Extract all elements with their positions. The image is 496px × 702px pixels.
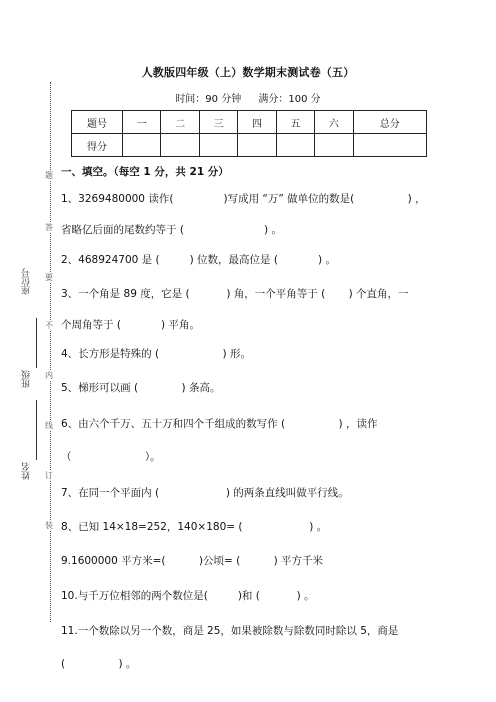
score-table-cell: 五 xyxy=(276,111,314,134)
score-table-cell: 二 xyxy=(161,111,199,134)
binding-char: 订 xyxy=(45,471,53,480)
question-line: （ ）。 xyxy=(61,451,161,463)
score-table-cell: 总分 xyxy=(353,111,426,134)
question-line: 7、在同一个平面内 ( ) 的两条直线叫做平行线。 xyxy=(61,487,349,499)
binding-char: 要 xyxy=(45,273,53,282)
binding-char: 内 xyxy=(45,371,53,380)
score-table xyxy=(71,110,427,157)
binding-char: 线 xyxy=(45,421,53,430)
score-input-cell[interactable] xyxy=(315,134,353,157)
question-line: 个周角等于 ( ) 平角。 xyxy=(61,319,200,331)
question-line: ( ) 。 xyxy=(61,658,137,670)
score-input-cell[interactable] xyxy=(199,134,237,157)
score-table-cell: 一 xyxy=(123,111,161,134)
section-heading: 一、填空。（每空 1 分，共 21 分） xyxy=(61,166,229,178)
exam-full-score: 满分：100 分 xyxy=(258,94,321,105)
question-line: 1、3269480000 读作( )写成用 “万” 做单位的数是( ) ， xyxy=(61,193,426,205)
question-line: 8、已知 14×18=252，140×180= ( ) 。 xyxy=(61,521,328,533)
score-table-cell: 题号 xyxy=(72,111,123,134)
binding-char: 答 xyxy=(45,223,53,232)
question-line: 4、长方形是特殊的 ( ) 形。 xyxy=(61,348,251,360)
question-line: 3、一个角是 89 度，它是 ( ) 角，一个平角等于 ( ) 个直角，一 xyxy=(61,288,409,300)
score-table-cell: 六 xyxy=(315,111,353,134)
question-line: 9.1600000 平方米=( )公顷= ( ) 平方千米 xyxy=(61,555,324,567)
question-line: 5、梯形可以画 ( ) 条高。 xyxy=(61,382,221,394)
class-label: 班级 xyxy=(22,370,32,388)
score-input-cell[interactable] xyxy=(123,134,161,157)
binding-line xyxy=(50,82,51,622)
question-line: 10.与千万位相邻的两个数位是( )和 ( ) 。 xyxy=(61,590,315,602)
binding-char: 不 xyxy=(45,321,53,330)
score-input-cell[interactable] xyxy=(276,134,314,157)
question-line: 11.一个数除以另一个数，商是 25，如果被除数与除数同时除以 5，商是 xyxy=(61,625,399,637)
score-table-cell: 三 xyxy=(199,111,237,134)
score-table-cell: 四 xyxy=(238,111,276,134)
score-input-cell[interactable] xyxy=(353,134,426,157)
binding-char: 题 xyxy=(45,171,53,180)
page-title: 人教版四年级（上）数学期末测试卷（五） xyxy=(141,66,355,79)
exam-time: 时间：90 分钟 xyxy=(175,94,242,105)
class-blank-line[interactable] xyxy=(36,318,37,368)
binding-char: 装 xyxy=(45,521,53,530)
score-input-cell[interactable] xyxy=(161,134,199,157)
question-line: 6、由六个千万、五十万和四个千组成的数写作 ( ) ，读作 xyxy=(61,418,378,430)
score-input-cell[interactable] xyxy=(238,134,276,157)
score-table-header-row xyxy=(72,111,427,134)
name-blank-line[interactable] xyxy=(36,400,37,460)
exam-info xyxy=(0,90,496,105)
score-table-score-row xyxy=(72,134,427,157)
name-label: 姓名 xyxy=(22,462,32,480)
question-line: 省略亿后面的尾数约等于 ( ) 。 xyxy=(61,224,282,236)
seat-number-label: 座位号 xyxy=(22,268,32,295)
question-line: 2、468924700 是 ( ) 位数，最高位是 ( ) 。 xyxy=(61,254,336,266)
score-table-cell: 得分 xyxy=(72,134,123,157)
